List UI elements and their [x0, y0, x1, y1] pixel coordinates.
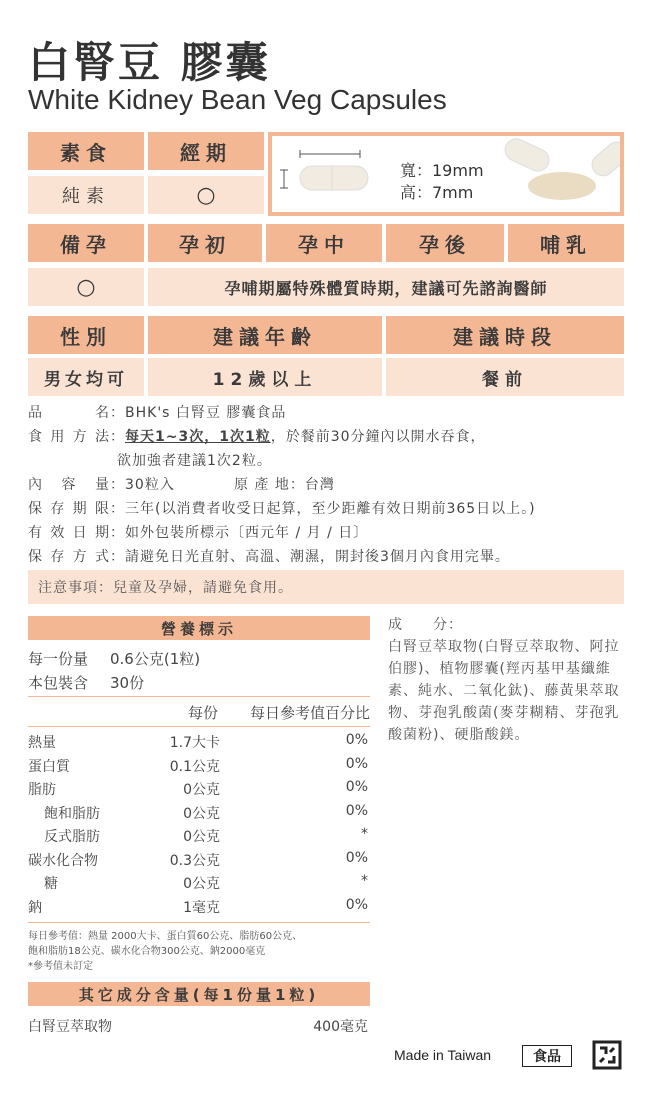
nutrient-amount: 0公克	[183, 876, 220, 892]
info-expiry: 有效日期：如外包裝所標示〔西元年 / 月 / 日〕	[28, 522, 368, 542]
divider	[28, 696, 370, 697]
nutrient-amount: 0.1公克	[169, 758, 220, 775]
info-method-highlight: 每天1~3次，1次1粒	[125, 429, 271, 445]
info-shelf-label: 保存期限	[28, 501, 110, 517]
info-shelf: 保存期限：三年(以消費者收受日起算，至少距離有效日期前365日以上。)	[28, 498, 536, 518]
age-value: 12歲以上	[148, 358, 382, 396]
divider	[28, 726, 370, 727]
ingredients-text: 白腎豆萃取物(白腎豆萃取物、阿拉伯膠)、植物膠囊(羥丙基甲基纖維素、純水、二氧化鈦)、藤黃果萃取物、芽孢乳酸菌(麥芽糊精、芽孢乳酸菌粉)、硬脂酸鎂。	[388, 639, 620, 743]
made-in-label: Made in Taiwan	[394, 1047, 492, 1063]
nutrition-footnote-3: *參考值未訂定	[28, 961, 93, 972]
ingredients-label: 成 分：	[388, 617, 463, 633]
info-method-line2: 欲加強者建議1次2粒。	[117, 453, 272, 469]
nutrient-name: 脂肪	[28, 782, 56, 798]
pregnancy-late: 孕後	[386, 224, 504, 262]
nutrient-name: 熱量	[28, 735, 56, 751]
pregnancy-note: 孕哺期屬特殊體質時期，建議可先諮詢醫師	[148, 268, 624, 306]
capsule-width: 寬：19mm	[400, 161, 484, 180]
info-method-label: 食用方法	[28, 429, 110, 445]
period-symbol: ○	[196, 182, 216, 208]
info-shelf-value: 三年(以消費者收受日起算，至少距離有效日期前365日以上。)	[125, 501, 536, 517]
nutrient-daily-value: 0%	[345, 755, 368, 772]
info-name-label: 品 名	[28, 405, 110, 421]
nutrient-daily-value: 0%	[345, 849, 368, 866]
info-name-value: BHK's 白腎豆 膠囊食品	[125, 405, 287, 421]
time-value: 餐前	[386, 358, 624, 396]
nutrition-row	[28, 732, 370, 754]
info-method: 食用方法：每天1~3次，1次1粒，於餐前30分鐘內以開水吞食，	[28, 426, 486, 446]
pregnancy-value	[28, 268, 144, 306]
divider	[28, 922, 370, 923]
nutrition-row	[28, 779, 370, 801]
other-ingredient-row	[28, 1016, 370, 1038]
info-content-value: 30粒入	[125, 477, 175, 493]
nutrient-name: 飽和脂肪	[44, 805, 100, 822]
nutrition-row	[28, 803, 370, 825]
nutrition-title: 營養標示	[28, 616, 370, 640]
other-ingredients-title: 其它成分含量(每1份量1粒)	[28, 982, 370, 1006]
servings-row	[28, 672, 370, 694]
nutrient-name: 鈉	[28, 899, 42, 916]
nutrition-row	[28, 826, 370, 848]
info-content: 內 容 量：30粒入	[28, 474, 175, 494]
ingredients-block	[388, 614, 628, 746]
pregnancy-symbol: ○	[76, 274, 96, 300]
info-content-label: 內 容 量	[28, 477, 110, 493]
nutrient-amount: 0公克	[183, 782, 220, 798]
nutrient-amount: 0公克	[183, 805, 220, 822]
nutrient-amount: 1.7大卡	[169, 735, 220, 751]
servings-label: 本包裝含	[28, 674, 89, 692]
nutrition-footnote-1: 每日參考值：熱量 2000大卡、蛋白質60公克、脂肪60公克、	[28, 931, 303, 942]
nutrition-row	[28, 756, 370, 778]
gender-header: 性別	[28, 316, 144, 354]
nutrient-daily-value: 0%	[345, 802, 368, 819]
serving-value: 0.6公克(1粒)	[110, 650, 201, 668]
nutrient-daily-value: 0%	[345, 732, 368, 748]
nutrient-daily-value: 0%	[345, 779, 368, 795]
servings-value: 30份	[110, 674, 145, 692]
nutrition-col-header	[28, 702, 370, 724]
time-header: 建議時段	[386, 316, 624, 354]
capsule-height: 高：7mm	[400, 183, 474, 202]
info-storage: 保存方式：請避免日光直射、高溫、潮濕，開封後3個月內食用完畢。	[28, 546, 510, 566]
nutrient-name: 反式脂肪	[44, 829, 100, 845]
info-storage-value: 請避免日光直射、高溫、潮濕，開封後3個月內食用完畢。	[125, 549, 510, 565]
nutrient-name: 蛋白質	[28, 758, 70, 775]
capsule-image-box	[268, 132, 624, 216]
serving-size-row	[28, 648, 370, 670]
veg-value: 純素	[28, 176, 144, 214]
other-ingredient-name: 白腎豆萃取物	[28, 1019, 112, 1035]
other-ingredient-amount: 400毫克	[313, 1019, 368, 1035]
age-header: 建議年齡	[148, 316, 382, 354]
nutrient-amount: 0公克	[183, 829, 220, 845]
info-origin-label: 原 產 地	[234, 477, 290, 493]
gender-value: 男女均可	[28, 358, 144, 396]
pregnancy-header: 備孕	[28, 224, 144, 262]
nutrient-daily-value: *	[361, 873, 368, 889]
serving-label: 每一份量	[28, 650, 89, 668]
food-badge: 食品	[522, 1045, 572, 1067]
nutrient-amount: 1毫克	[183, 899, 220, 916]
product-title-en: White Kidney Bean Veg Capsules	[28, 84, 447, 115]
nutrient-daily-value: *	[361, 826, 368, 842]
nutrition-row	[28, 850, 370, 872]
info-storage-label: 保存方式	[28, 549, 110, 565]
nutrient-name: 碳水化合物	[28, 852, 98, 869]
period-header: 經期	[148, 132, 264, 170]
info-expiry-value: 如外包裝所標示〔西元年 / 月 / 日〕	[125, 525, 369, 541]
info-method-rest: ，於餐前30分鐘內以開水吞食，	[270, 429, 486, 445]
nutrition-row	[28, 873, 370, 895]
pregnancy-early: 孕初	[148, 224, 262, 262]
notice-banner: 注意事項：兒童及孕婦，請避免食用。	[28, 570, 624, 604]
nutrient-amount: 0.3公克	[169, 852, 220, 869]
info-origin: 原 產 地：台灣	[234, 477, 335, 493]
product-title-zh: 白腎豆 膠囊	[28, 38, 271, 87]
nutrition-row	[28, 897, 370, 919]
nutrition-footnote-2: 飽和脂肪18公克、碳水化合物300公克、鈉2000毫克	[28, 946, 266, 957]
col-daily-value: 每日參考值百分比	[249, 704, 370, 722]
nutrient-daily-value: 0%	[345, 896, 368, 913]
recycle-icon	[592, 1040, 622, 1070]
col-per-serving: 每份	[188, 704, 219, 722]
nursing: 哺乳	[508, 224, 624, 262]
pregnancy-mid: 孕中	[266, 224, 382, 262]
info-expiry-label: 有效日期	[28, 525, 110, 541]
info-name: 品 名：BHK's 白腎豆 膠囊食品	[28, 402, 286, 422]
nutrient-name: 糖	[44, 876, 58, 892]
period-value	[148, 176, 264, 214]
info-origin-value: 台灣	[304, 477, 335, 493]
veg-header: 素食	[28, 132, 144, 170]
